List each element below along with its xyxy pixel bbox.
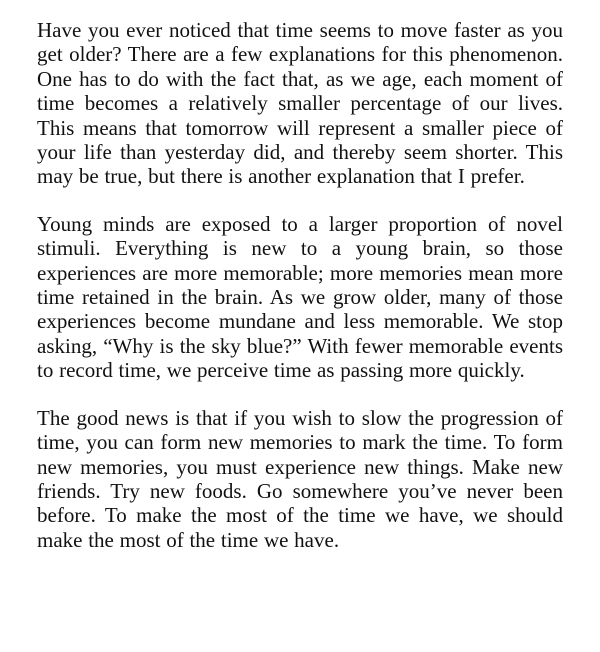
paragraph-1: Have you ever noticed that time seems to move faster as you get older? There are a few explanations for this phenomenon. One has to do with the fact that, as we age, each moment of time becomes a relatively smaller percentage of our lives. This means that tomorrow will represent a smaller piece of your life than yesterday did, and thereby seem shorter. This may be true, but there is another explanation that I prefer. — [37, 18, 563, 189]
paragraph-3: The good news is that if you wish to slow the progression of time, you can form new memories to mark the time. To form new memories, you must experience new things. Make new friends. Try new foods. Go somewhere you’ve never been before. To make the most of the time we have, we should make the most of the time we have. — [37, 405, 563, 552]
paragraph-2: Young minds are exposed to a larger proportion of novel stimuli. Everything is new to a young brain, so those experiences are more memorable; more memories mean more time retained in the brain. As we grow older, many of those experiences become mundane and less memorable. We stop asking, “Why is the sky blue?” With fewer memorable events to record time, we perceive time as passing more quickly. — [37, 211, 563, 383]
